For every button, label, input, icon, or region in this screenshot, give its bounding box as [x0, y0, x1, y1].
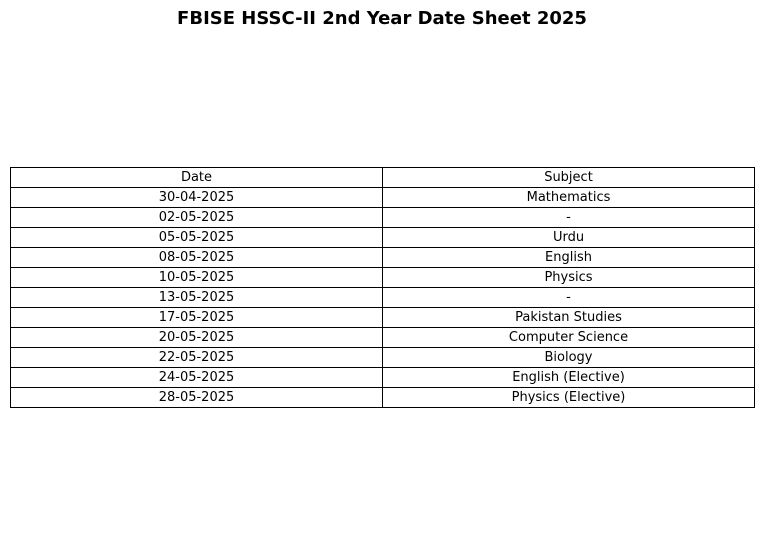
subject-cell: Urdu [383, 228, 755, 248]
page-title: FBISE HSSC-II 2nd Year Date Sheet 2025 [177, 8, 587, 29]
subject-cell: Physics (Elective) [383, 388, 755, 408]
date-cell: 02-05-2025 [11, 208, 383, 228]
table-row [11, 328, 755, 348]
date-cell: 05-05-2025 [11, 228, 383, 248]
date-cell: 20-05-2025 [11, 328, 383, 348]
subject-cell: English [383, 248, 755, 268]
date-cell: 30-04-2025 [11, 188, 383, 208]
table-row [11, 388, 755, 408]
date-cell: 28-05-2025 [11, 388, 383, 408]
table-header-row [11, 168, 755, 188]
subject-cell: Computer Science [383, 328, 755, 348]
date-cell: 13-05-2025 [11, 288, 383, 308]
table-row [11, 248, 755, 268]
table-row [11, 308, 755, 328]
column-header-date: Date [11, 168, 383, 188]
table-body [11, 188, 755, 408]
subject-cell: Pakistan Studies [383, 308, 755, 328]
subject-cell: Biology [383, 348, 755, 368]
table-row [11, 288, 755, 308]
date-cell: 08-05-2025 [11, 248, 383, 268]
table-row [11, 268, 755, 288]
table-row [11, 348, 755, 368]
table-row [11, 368, 755, 388]
table-row [11, 228, 755, 248]
subject-cell: English (Elective) [383, 368, 755, 388]
table-row [11, 188, 755, 208]
table-row [11, 208, 755, 228]
date-sheet-table [10, 167, 755, 408]
date-cell: 10-05-2025 [11, 268, 383, 288]
date-cell: 24-05-2025 [11, 368, 383, 388]
subject-cell: Mathematics [383, 188, 755, 208]
subject-cell: Physics [383, 268, 755, 288]
date-cell: 22-05-2025 [11, 348, 383, 368]
subject-cell: - [383, 208, 755, 228]
subject-cell: - [383, 288, 755, 308]
column-header-subject: Subject [383, 168, 755, 188]
date-cell: 17-05-2025 [11, 308, 383, 328]
